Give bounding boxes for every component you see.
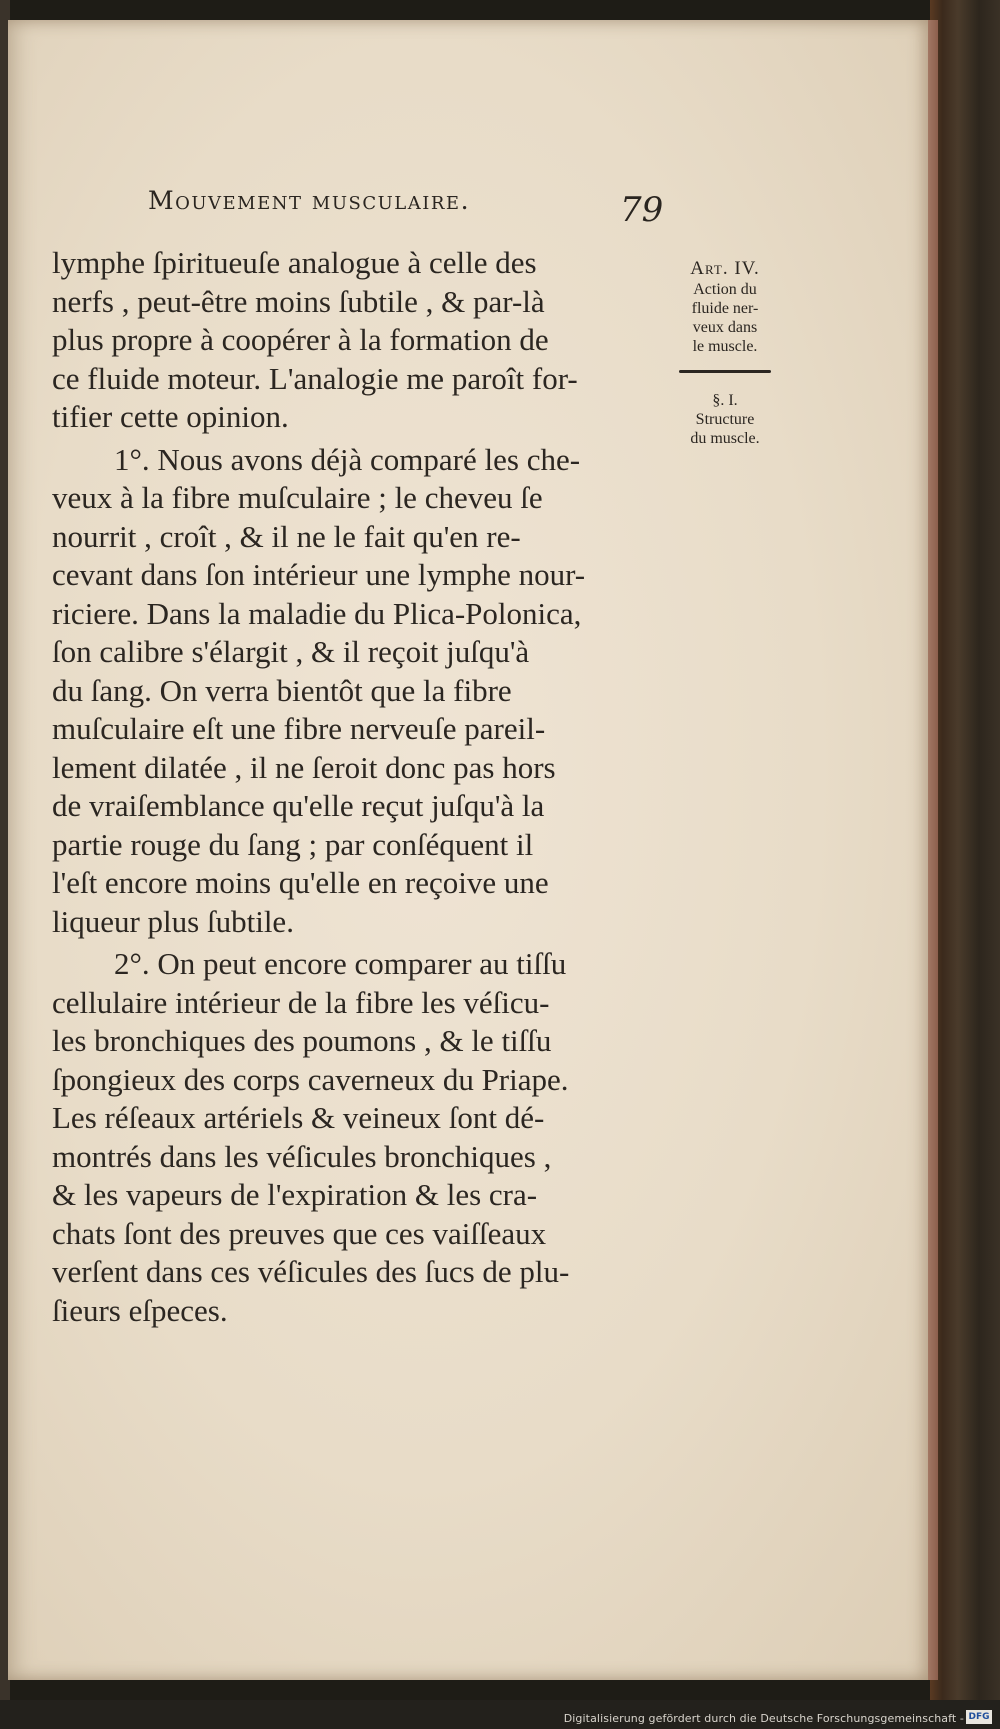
book-cover-edge (930, 0, 1000, 1700)
text-line: verſent dans ces véſicules des ſucs de plu- (52, 1254, 570, 1289)
text-line: ſieurs eſpeces. (52, 1292, 228, 1328)
text-line: les bronchiques des poumons , & le tiſſu (52, 1023, 552, 1058)
paragraph-3 (52, 945, 662, 1330)
text-line: liqueur plus ſubtile. (52, 903, 294, 939)
text-line: l'eſt encore moins qu'elle en reçoive une (52, 865, 549, 900)
margin-section-heading: §. I. (712, 392, 738, 409)
text-line: nerfs , peut-être moins ſubtile , & par-là (52, 283, 545, 319)
margin-note-line: veux dans (692, 319, 758, 336)
text-line: ſon calibre s'élargit , & il reçoit juſqu'à (52, 634, 530, 669)
text-line: ſpongieux des corps caverneux du Priape. (52, 1061, 569, 1097)
margin-article-heading: Art. IV. (690, 258, 760, 279)
page-number: 79 (620, 190, 664, 230)
margin-note-line: fluide ner- (691, 300, 759, 317)
text-line: riciere. Dans la maladie du Plica-Polonica, (52, 595, 582, 631)
text-line: tifier cette opinion. (52, 399, 289, 434)
margin-note-line: Action du (693, 281, 757, 298)
text-line: Les réſeaux artériels & veineux ſont dé- (52, 1100, 545, 1135)
margin-divider (679, 370, 771, 373)
text-line: & les vapeurs de l'expiration & les cra- (52, 1177, 538, 1212)
margin-note-line: le muscle. (692, 338, 758, 355)
footer-credit: Digitalisierung gefördert durch die Deutsche Forschungsgemeinschaft - (563, 1712, 964, 1725)
text-line: nourrit , croît , & il ne le fait qu'en re- (52, 518, 521, 554)
text-line: 2°. On peut encore comparer au tiſſu (114, 946, 567, 981)
text-line: lement dilatée , il ne ſeroit donc pas hors (52, 749, 556, 785)
paragraph-2 (52, 441, 662, 942)
margin-note-line: du muscle. (690, 430, 760, 447)
body-text (52, 244, 662, 1330)
running-head: Mouvement musculaire. (148, 186, 471, 215)
text-line: muſculaire eſt une fibre nerveuſe pareil- (52, 711, 546, 746)
dfg-logo: DFG (966, 1710, 992, 1724)
text-line: de vraiſemblance qu'elle reçut juſqu'à la (52, 788, 545, 823)
text-line: cevant dans ſon intérieur une lymphe nour- (52, 557, 586, 592)
text-line: ce fluide moteur. L'analogie me paroît for- (52, 360, 578, 396)
margin-note-line: Structure (695, 411, 755, 428)
paragraph-1 (52, 244, 662, 437)
text-line: lymphe ſpiritueuſe analogue à celle des (52, 245, 537, 280)
text-line: cellulaire intérieur de la fibre les véſicu- (52, 984, 550, 1020)
text-line: chats ſont des preuves que ces vaiſſeaux (52, 1215, 547, 1251)
text-line: veux à la fibre muſculaire ; le cheveu ſe (52, 480, 543, 515)
text-line: montrés dans les véſicules bronchiques , (52, 1138, 552, 1174)
text-line: plus propre à coopérer à la formation de (52, 322, 549, 357)
text-line: 1°. Nous avons déjà comparé les che- (114, 441, 581, 477)
text-line: partie rouge du ſang ; par conſéquent il (52, 826, 534, 862)
margin-notes (670, 258, 780, 448)
text-line: du ſang. On verra bientôt que la fibre (52, 672, 512, 708)
